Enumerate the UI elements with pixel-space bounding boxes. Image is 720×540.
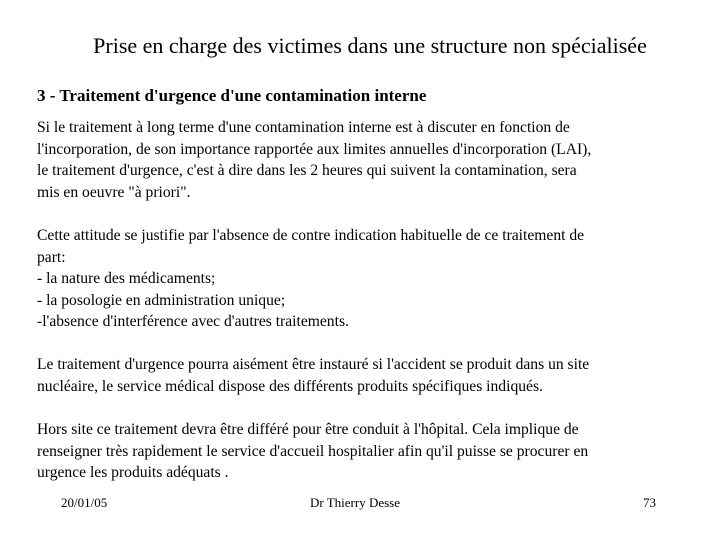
- section-heading: 3 - Traitement d'urgence d'une contamination interne: [37, 86, 427, 105]
- paragraph-line: nucléaire, le service médical dispose des différents produits spécifiques indiqués.: [37, 377, 543, 395]
- paragraph-line: renseigner très rapidement le service d'accueil hospitalier afin qu'il puisse se procurer en: [37, 442, 589, 460]
- paragraph-long-term-treatment: [37, 117, 687, 203]
- paragraph-line: l'incorporation, de son importance rapportée aux limites annuelles d'incorporation (LAI),: [37, 140, 592, 158]
- list-item-medications: - la nature des médicaments;: [37, 270, 216, 287]
- footer-date: 20/01/05: [61, 495, 108, 510]
- paragraph-line: mis en oeuvre "à priori".: [37, 183, 191, 201]
- paragraph-line: part:: [37, 248, 66, 266]
- paragraph-offsite-treatment: [37, 419, 687, 484]
- slide-title: Prise en charge des victimes dans une structure non spécialisée: [93, 33, 647, 58]
- paragraph-line: urgence les produits adéquats .: [37, 464, 229, 481]
- footer-page-number: 73: [643, 495, 656, 510]
- list-item-dosage: - la posologie en administration unique;: [37, 291, 286, 309]
- paragraph-onsite-treatment: [37, 354, 687, 397]
- paragraph-line: Le traitement d'urgence pourra aisément être instauré si l'accident se produit dans un site: [37, 356, 590, 373]
- footer-author: Dr Thierry Desse: [310, 495, 401, 510]
- paragraph-justification: [37, 225, 687, 333]
- paragraph-line: Hors site ce traitement devra être différé pour être conduit à l'hôpital. Cela implique de: [37, 421, 579, 438]
- paragraph-line: le traitement d'urgence, c'est à dire dans les 2 heures qui suivent la contamination, sera: [37, 162, 577, 179]
- paragraph-line: Si le traitement à long terme d'une contamination interne est à discuter en fonction de: [37, 119, 570, 136]
- list-item-interference: -l'absence d'interférence avec d'autres traitements.: [37, 313, 349, 330]
- paragraph-line: Cette attitude se justifie par l'absence de contre indication habituelle de ce traitement de: [37, 227, 585, 244]
